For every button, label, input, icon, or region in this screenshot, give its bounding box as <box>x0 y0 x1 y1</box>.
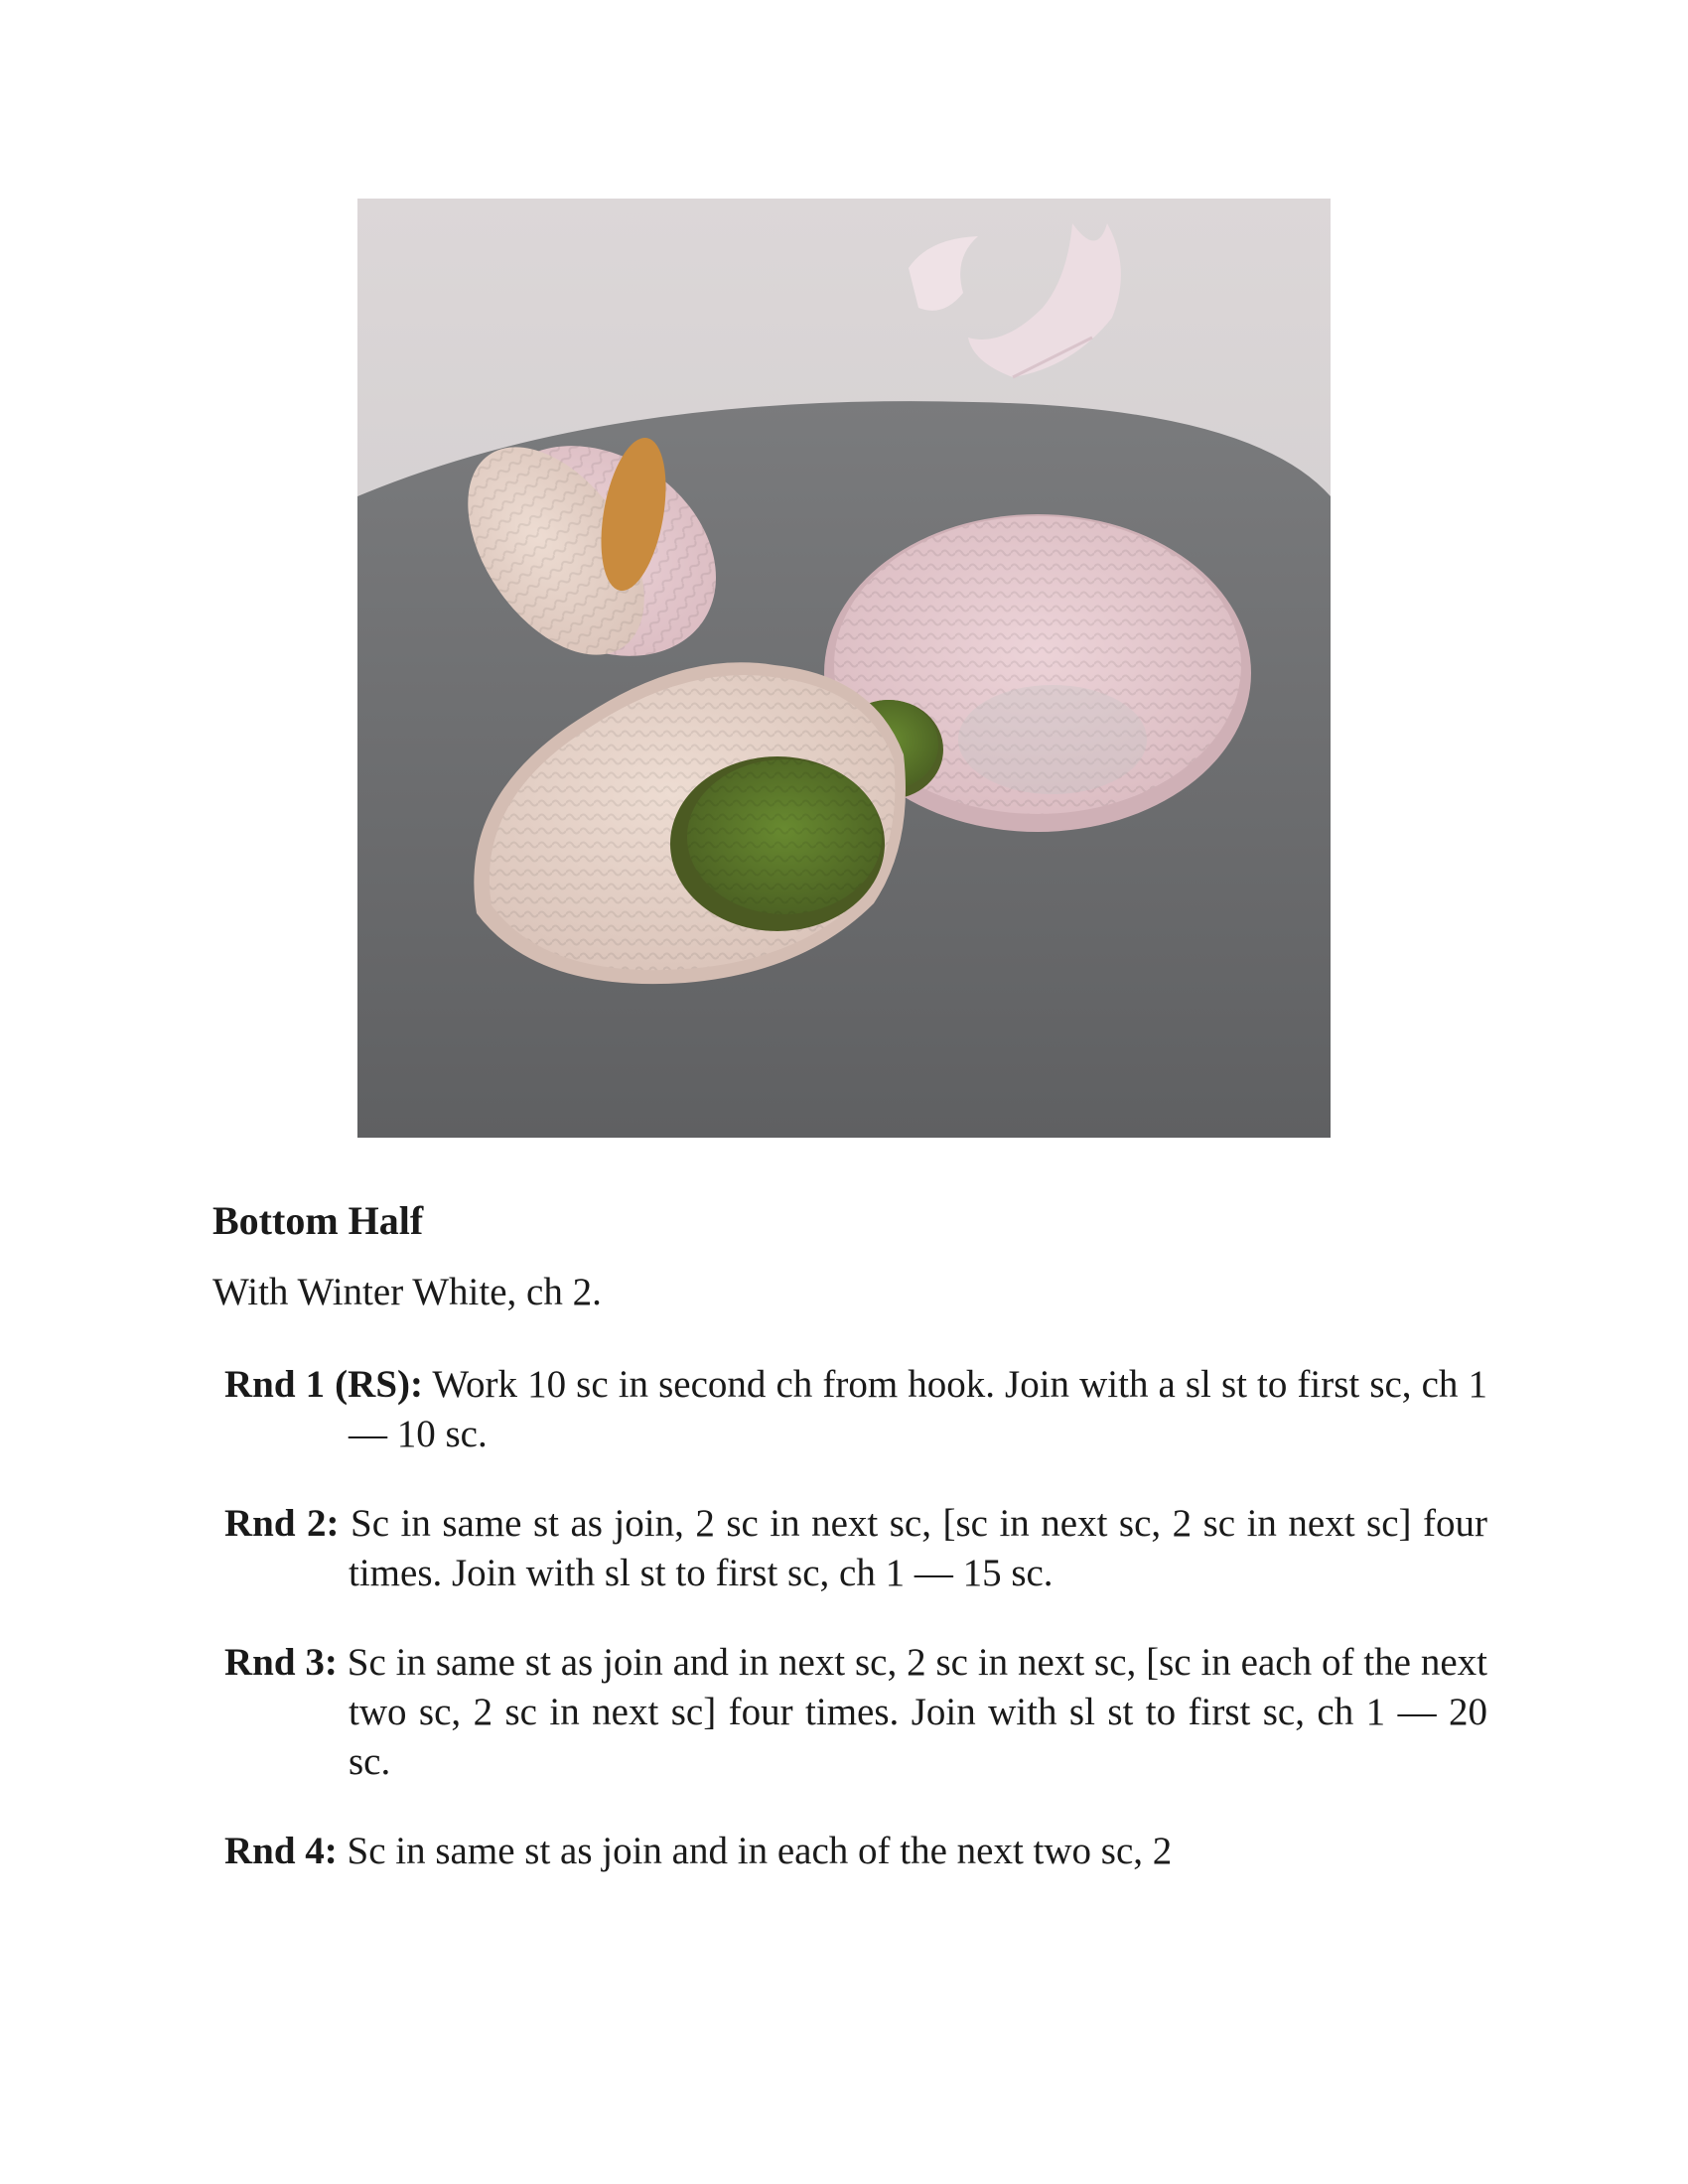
round-3 <box>224 1638 1487 1787</box>
product-photo <box>357 199 1331 1138</box>
intro-instruction: With Winter White, ch 2. <box>212 1271 602 1313</box>
round-instructions <box>224 1360 1487 1916</box>
section-title: Bottom Half <box>212 1198 424 1243</box>
round-text: Work 10 sc in second ch from hook. Join with a sl st to first sc, ch 1 — 10 sc. <box>349 1363 1487 1455</box>
round-text: Sc in same st as join and in next sc, 2 sc in next sc, [sc in each of the next two sc, 2 sc in next sc] four times. Join with sl st to first sc, ch 1 — 20 sc. <box>337 1641 1487 1783</box>
round-label: Rnd 3: <box>224 1641 338 1684</box>
round-label: Rnd 1 (RS): <box>224 1363 423 1406</box>
round-text: Sc in same st as join, 2 sc in next sc, [sc in next sc, 2 sc in next sc] four times. Join with sl st to first sc, ch 1 — 15 sc. <box>339 1502 1487 1594</box>
round-1 <box>224 1360 1487 1459</box>
round-4 <box>224 1827 1487 1876</box>
crochet-eggs-illustration <box>357 199 1331 1138</box>
round-label: Rnd 2: <box>224 1502 340 1545</box>
round-2 <box>224 1499 1487 1598</box>
round-label: Rnd 4: <box>224 1830 338 1872</box>
round-text: Sc in same st as join and in each of the next two sc, 2 <box>337 1830 1173 1872</box>
